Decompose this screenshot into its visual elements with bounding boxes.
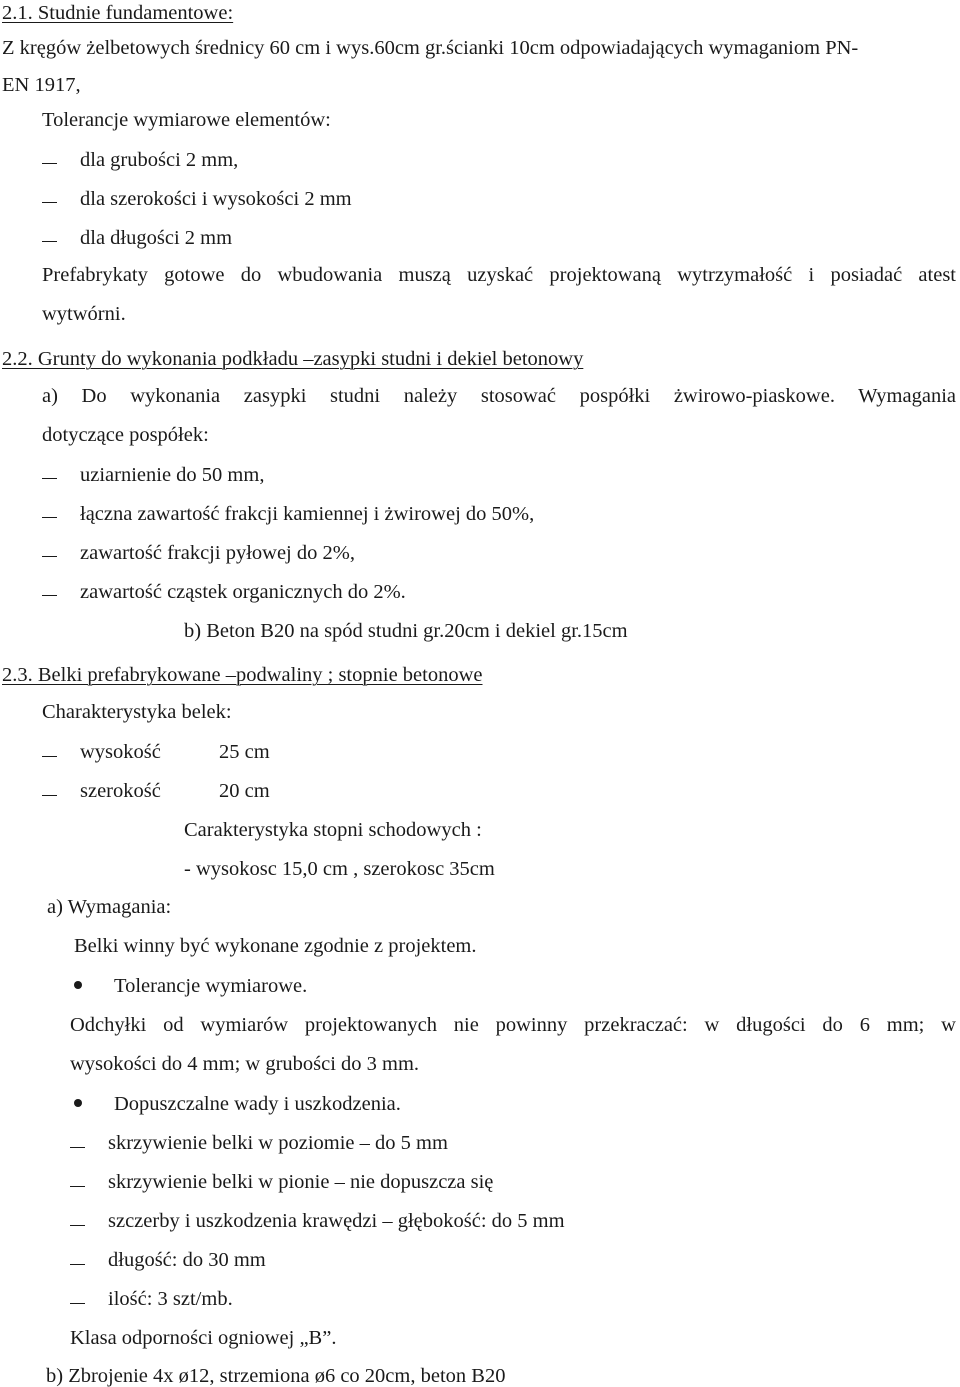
tolerances-heading: Tolerancje wymiarowe. (114, 975, 308, 997)
requirements-label: a) Wymagania: (47, 896, 172, 918)
list-item: skrzywienie belki w pionie – nie dopuszcza się (108, 1171, 494, 1193)
dash-bullet-icon (42, 202, 57, 203)
beam-height-value: 25 cm (219, 741, 270, 763)
prefab-paragraph-end: wytwórni. (42, 303, 126, 325)
concrete-base-line: b) Beton B20 na spód studni gr.20cm i dekiel gr.15cm (184, 620, 628, 642)
bullet-dot-icon (74, 981, 82, 989)
dash-bullet-icon (42, 795, 57, 796)
list-item: uziarnienie do 50 mm, (80, 464, 265, 486)
fill-requirements-end: dotyczące pospółek: (42, 424, 209, 446)
fire-resistance-class: Klasa odporności ogniowej „B”. (70, 1327, 337, 1349)
tolerances-label: Tolerancje wymiarowe elementów: (42, 109, 331, 131)
bullet-dot-icon (74, 1099, 82, 1107)
list-item: skrzywienie belki w poziomie – do 5 mm (108, 1132, 448, 1154)
dash-bullet-icon (70, 1303, 85, 1304)
dash-bullet-icon (42, 595, 57, 596)
list-item: łączna zawartość frakcji kamiennej i żwirowej do 50%, (80, 503, 535, 525)
reinforcement-line: b) Zbrojenie 4x ø12, strzemiona ø6 co 20cm, beton B20 (46, 1365, 506, 1387)
deviations-end: wysokości do 4 mm; w grubości do 3 mm. (70, 1053, 420, 1075)
dash-bullet-icon (70, 1225, 85, 1226)
list-item: ilość: 3 szt/mb. (108, 1288, 233, 1310)
dash-bullet-icon (42, 556, 57, 557)
defects-heading: Dopuszczalne wady i uszkodzenia. (114, 1093, 401, 1115)
section-heading-2-1: 2.1. Studnie fundamentowe: (2, 2, 234, 24)
deviations-line: Odchyłki od wymiarów projektowanych nie powinny przekraczać: w długości do 6 mm; w (70, 1014, 956, 1036)
intro-line: Z kręgów żelbetowych średnicy 60 cm i wys.60cm gr.ścianki 10cm odpowiadających wymaganiom PN- (2, 37, 859, 59)
list-item: długość: do 30 mm (108, 1249, 266, 1271)
beam-characteristics-label: Charakterystyka belek: (42, 701, 232, 723)
beam-width-value: 20 cm (219, 780, 270, 802)
dash-bullet-icon (70, 1264, 85, 1265)
list-item: dla szerokości i wysokości 2 mm (80, 188, 352, 210)
fill-requirements-line: a) Do wykonania zasypki studni należy stosować pospółki żwirowo-piaskowe. Wymagania (42, 385, 956, 407)
list-item: szczerby i uszkodzenia krawędzi – głębokość: do 5 mm (108, 1210, 565, 1232)
beam-width-label: szerokość (80, 780, 161, 802)
section-heading-2-3: 2.3. Belki prefabrykowane –podwaliny ; stopnie betonowe (2, 664, 483, 686)
dash-bullet-icon (42, 241, 57, 242)
steps-characteristics-label: Carakterystyka stopni schodowych : (184, 819, 482, 841)
list-item: dla długości 2 mm (80, 227, 233, 249)
section-heading-2-2: 2.2. Grunty do wykonania podkładu –zasypki studni i dekiel betonowy (2, 348, 584, 370)
dash-bullet-icon (42, 756, 57, 757)
list-item: zawartość frakcji pyłowej do 2%, (80, 542, 355, 564)
list-item: zawartość cząstek organicznych do 2%. (80, 581, 406, 603)
dash-bullet-icon (70, 1186, 85, 1187)
dash-bullet-icon (42, 478, 57, 479)
dash-bullet-icon (42, 517, 57, 518)
list-item: dla grubości 2 mm, (80, 149, 239, 171)
beams-project-requirement: Belki winny być wykonane zgodnie z projektem. (74, 935, 477, 957)
beam-height-label: wysokość (80, 741, 161, 763)
steps-dimensions: - wysokosc 15,0 cm , szerokosc 35cm (184, 858, 495, 880)
dash-bullet-icon (70, 1147, 85, 1148)
dash-bullet-icon (42, 163, 57, 164)
prefab-paragraph-line: Prefabrykaty gotowe do wbudowania muszą uzyskać projektowaną wytrzymałość i posiadać atest (42, 264, 956, 286)
intro-line-continuation: EN 1917, (2, 74, 81, 96)
